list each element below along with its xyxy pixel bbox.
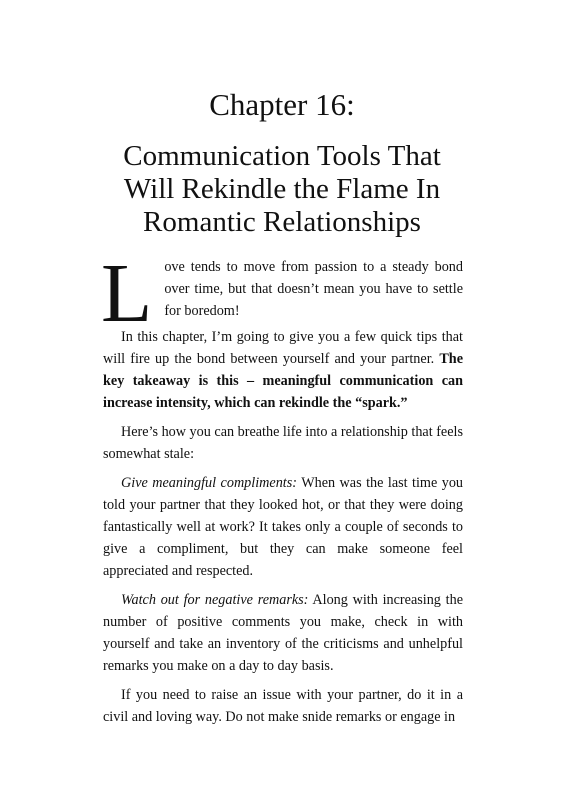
chapter-title-line-1: Communication Tools That: [123, 140, 441, 172]
paragraph-text: Along with increasing the number of positive comments you make, check in with yourself and take an inventory of the criticisms and unhelpful remarks you make on a day to day basis.: [103, 592, 463, 674]
chapter-title-line-2: Will Rekindle the Flame In: [123, 173, 441, 205]
paragraph-text: In this chapter, I’m going to give you a few quick tips that will fire up the bond between yourself and your partner.: [103, 329, 463, 367]
tip-heading-compliments: Give meaningful compliments:: [121, 475, 297, 491]
intro-paragraph: [101, 247, 463, 340]
paragraph-text: When was the last time you told your partner that they looked hot, or that they were doing fantastically well at work? It takes only a couple of seconds to give a compliment, but they can make someone feel appreciated and respected.: [103, 475, 464, 579]
paragraph-key-takeaway: [103, 326, 463, 414]
paragraph-compliments: [103, 472, 463, 582]
chapter-number: Chapter 16:: [209, 87, 355, 122]
chapter-title-line-3: Romantic Relationships: [143, 206, 421, 238]
paragraph-raise-issue: If you need to raise an issue with your partner, do it in a civil and loving way. Do not make snide remarks or engage in: [103, 687, 463, 725]
tip-heading-negative-remarks: Watch out for negative remarks:: [121, 592, 309, 608]
paragraph-negative-remarks: [103, 589, 463, 677]
drop-cap: L: [101, 247, 153, 340]
paragraph-intro-list: Here’s how you can breathe life into a relationship that feels somewhat stale:: [103, 424, 463, 462]
intro-text: ove tends to move from passion to a steady bond over time, but that doesn’t mean you have to settle for boredom!: [164, 259, 463, 319]
chapter-body: [101, 247, 464, 735]
key-takeaway-text: The key takeaway is this – meaningful communication can increase intensity, which can rekindle the “spark.”: [103, 351, 463, 411]
chapter-title: [100, 140, 464, 239]
